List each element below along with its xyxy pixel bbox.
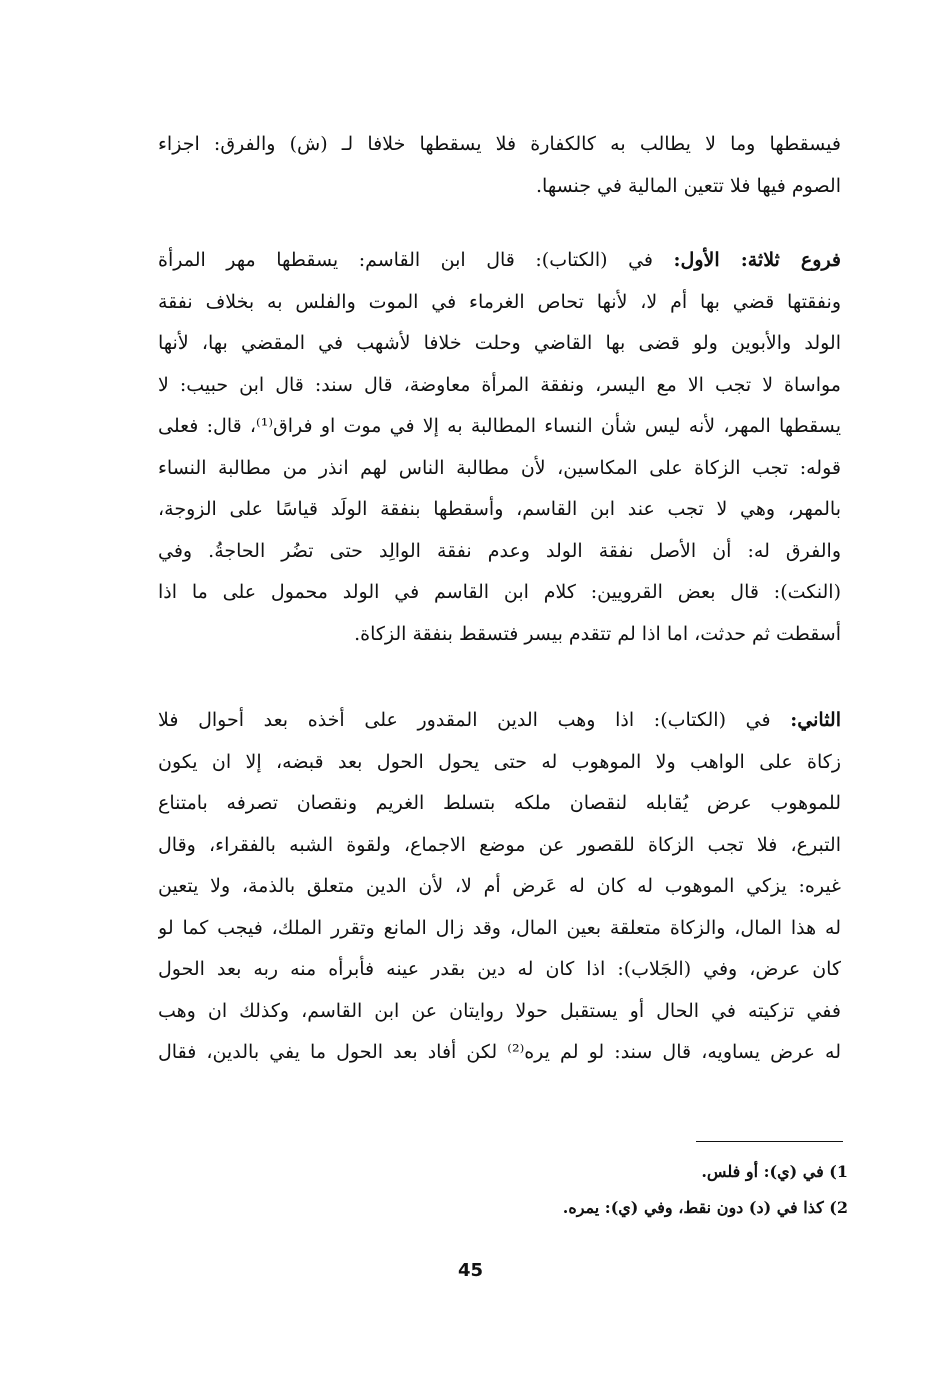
footnotes <box>300 1154 848 1226</box>
text-line: والفرق له: أن الأصل نفقة الولد وعدم نفقة الوالِد حتى تضُر الحاجةُ. وفي <box>158 539 841 562</box>
text-line: له عرض يساويه، قال سند: لو لم يره⁽²⁾ لكن أفاد بعد الحول ما يفي بالدين، فقال <box>158 1041 841 1063</box>
text-line: الصوم فيها فلا تتعين المالية في جنسها. <box>535 174 841 197</box>
text-line: غيره: يزكي الموهوب له كان له عَرض أم لا، لأن الدين متعلق بالذمة، ولا يتعين <box>158 875 841 897</box>
text-line-rest: في (الكتاب): اذا وهب الدين المقدور على أخذه بعد أحوال فلا <box>158 709 771 731</box>
page-number: 45 <box>457 1260 484 1281</box>
text-line: التبرع، فلا تجب الزكاة للقصور عن موضع الاجماع، ولقوة الشبه بالفقراء، وقال <box>158 833 841 856</box>
text-line: للموهوب عرض يُقابله لنقصان ملكه بتسلط الغريم ونقصان تصرفه بامتناع <box>158 792 841 814</box>
text-line: له هذا المال، والزكاة متعلقة بعين المال، وقد زال المانع وتقرر الملك، فيجب كما لو <box>158 916 841 939</box>
text-line-with-heading <box>158 240 841 282</box>
footnote: 1) في (ي): أو فلس. <box>701 1162 848 1181</box>
text-line: بالمهر، وهي لا تجب عند ابن القاسم، وأسقطها بنفقة الولَد قياسًا على الزوجة، <box>158 498 841 520</box>
section-heading: الثاني: <box>790 709 841 731</box>
text-line: مواساة لا تجب الا مع اليسر، ونفقة المرأة معاوضة، قال سند: قال ابن حبيب: لا <box>158 373 841 396</box>
section-heading: فروع ثلاثة: الأول: <box>673 249 841 271</box>
paragraph-three-branches <box>158 240 841 655</box>
text-line-with-heading <box>158 700 841 742</box>
paragraph-second <box>158 700 841 1074</box>
text-line-rest: في (الكتاب): قال ابن القاسم: يسقطها مهر المرأة <box>158 249 654 271</box>
text-line: كان عرض، وفي (الجَلاب): اذا كان له دين بقدر عينه فأبرأه منه ربه بعد الحول <box>158 958 841 980</box>
paragraph-intro <box>158 124 841 207</box>
text-line: يسقطها المهر، لأنه ليس شأن النساء المطالبة به إلا في موت او فراق⁽¹⁾، قال: فعلى <box>158 415 841 437</box>
text-line: ففي تزكيته في الحال أو يستقبل حولا روايتان عن ابن القاسم، وكذلك ان وهب <box>158 999 841 1022</box>
text-line: أسقطت ثم حدثت، اما اذا لم تتقدم بيسر فتسقط بنفقة الزكاة. <box>354 622 841 645</box>
text-line: الولد والأبوين ولو قضى بها القاضي وحلت خلافا لأشهب في المقضي بها، لأنها <box>158 332 841 354</box>
text-line: (النكت): قال بعض القرويين: كلام ابن القاسم في الولد محمول على ما اذا <box>158 581 841 603</box>
text-line: فيسقطها وما لا يطالب به كالكفارة فلا يسقطها خلافا لـ (ش) والفرق: اجزاء <box>158 133 841 155</box>
footnote: 2) كذا في (د) دون نقط، وفي (ي): يمره. <box>562 1198 848 1217</box>
text-line: زكاة على الواهب ولا الموهوب له حتى يحول الحول بعد قبضه، إلا ان يكون <box>158 750 841 773</box>
footnote-divider <box>696 1141 843 1142</box>
text-line: قوله: تجب الزكاة على المكاسين، لأن مطالبة الناس لهم انذر من مطالبة النساء <box>158 456 841 479</box>
text-line: ونفقتها قضي بها أم لا، لأنها تحاص الغرماء في الموت والفلس به بخلاف نفقة <box>158 290 841 313</box>
